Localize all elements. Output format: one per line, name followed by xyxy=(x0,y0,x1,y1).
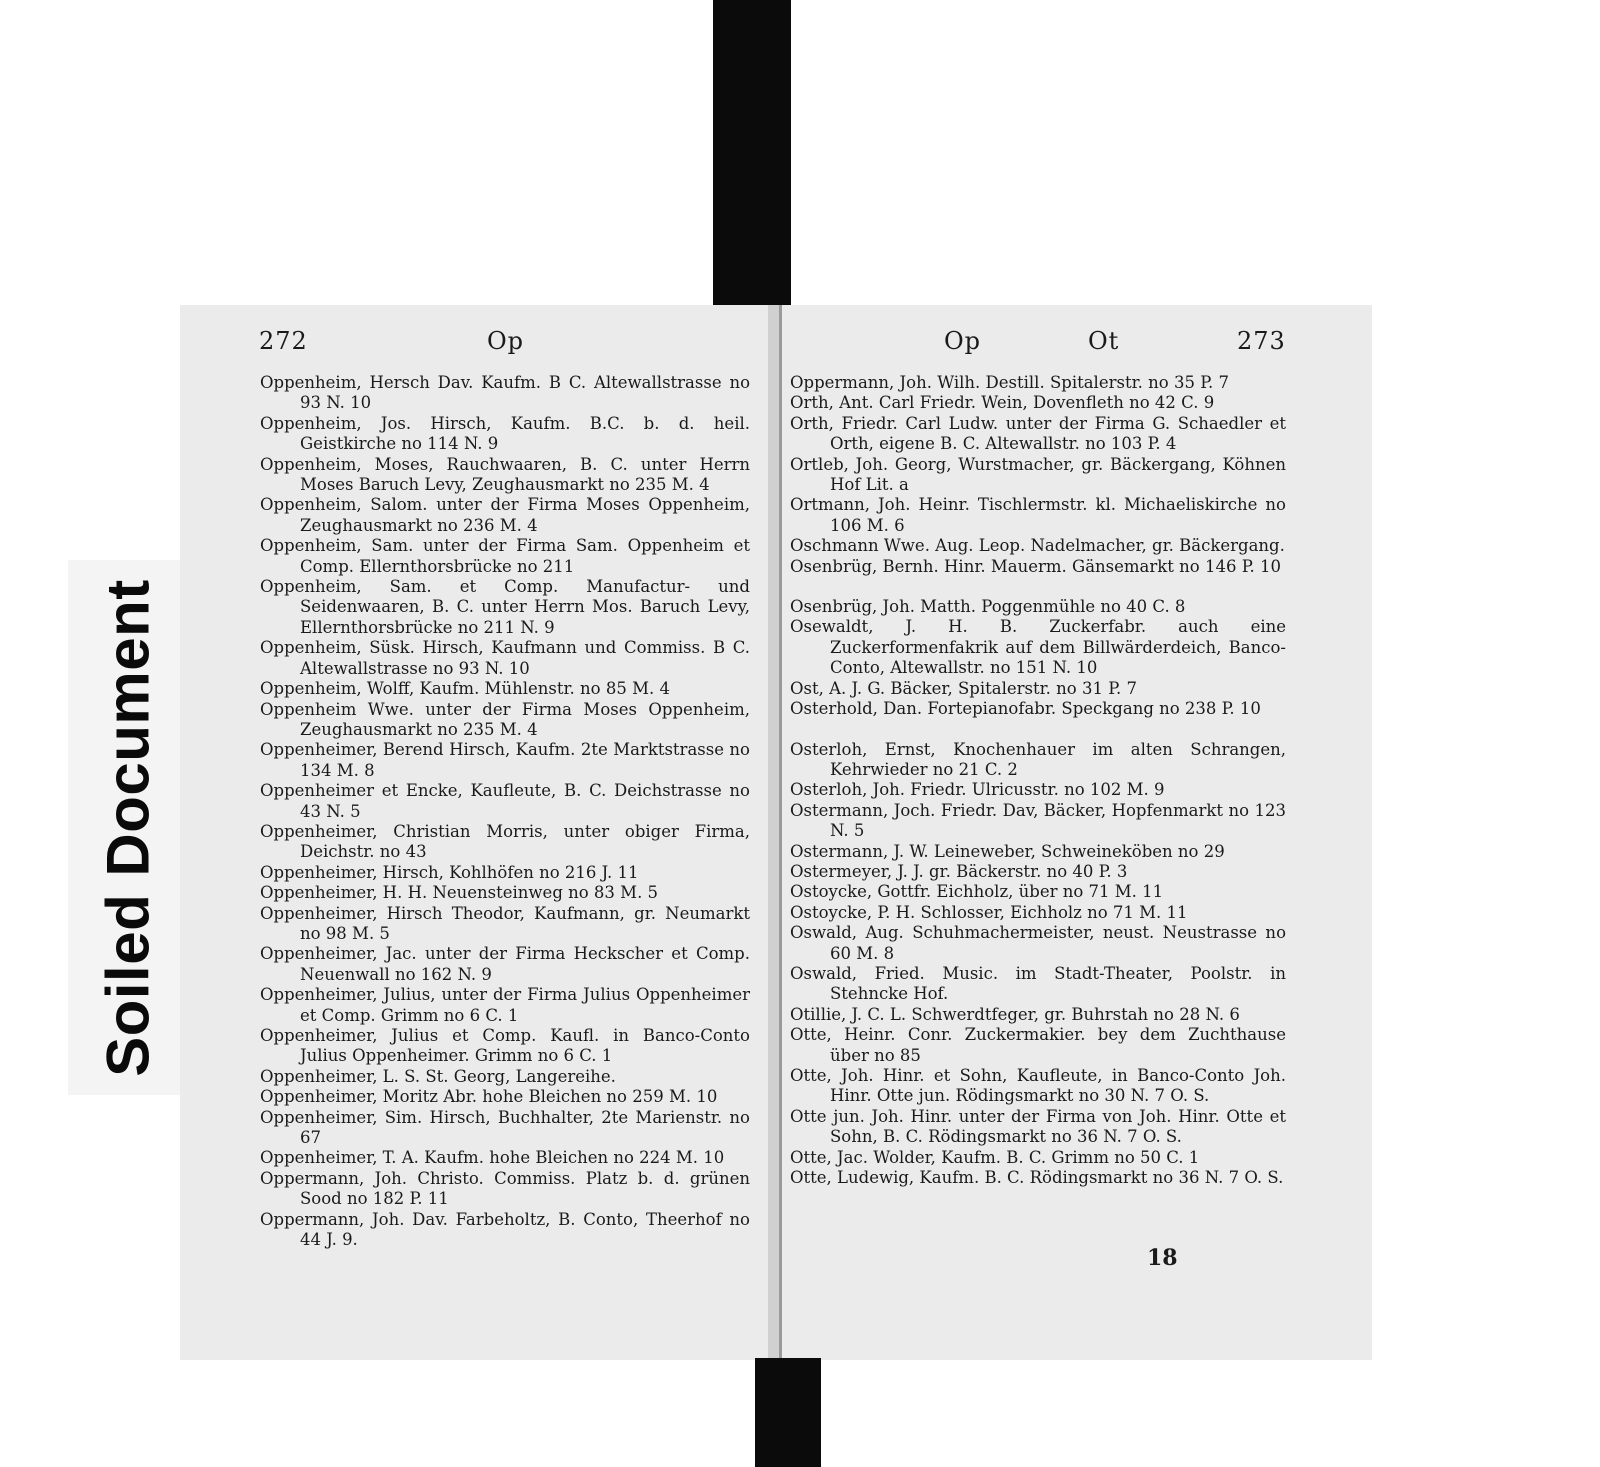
directory-entry: Orth, Friedr. Carl Ludw. unter der Firma G. Schaedler et Orth, eigene B. C. Altewallstr. no 103 P. 4 xyxy=(790,413,1286,454)
directory-entry: Oppenheimer, Jac. unter der Firma Heckscher et Comp. Neuenwall no 162 N. 9 xyxy=(260,944,750,984)
running-head-right-end: Ot xyxy=(1088,327,1120,355)
directory-entry: Oppenheimer, H. H. Neuensteinweg no 83 M. 5 xyxy=(260,883,659,903)
running-head-right-start: Op xyxy=(944,327,982,355)
book-gutter xyxy=(768,305,779,1360)
directory-entry: Otte jun. Joh. Hinr. unter der Firma von Joh. Hinr. Otte et Sohn, B. C. Rödingsmarkt no 36 N. 7 O. S. xyxy=(790,1106,1286,1147)
directory-entry: Oppenheimer, Berend Hirsch, Kaufm. 2te Marktstrasse no 134 M. 8 xyxy=(260,740,750,780)
directory-entry: Oppenheim, Sam. unter der Firma Sam. Oppenheim et Comp. Ellernthorsbrücke no 211 xyxy=(260,536,750,576)
directory-entry: Otte, Jac. Wolder, Kaufm. B. C. Grimm no 50 C. 1 xyxy=(790,1147,1200,1167)
directory-entry: Oppenheim, Jos. Hirsch, Kaufm. B.C. b. d. heil. Geistkirche no 114 N. 9 xyxy=(260,413,750,454)
directory-entry: Oppermann, Joh. Dav. Farbeholtz, B. Conto, Theerhof no 44 J. 9. xyxy=(260,1209,750,1250)
directory-entry: Oschmann Wwe. Aug. Leop. Nadelmacher, gr. Bäckergang. xyxy=(790,536,1285,556)
directory-entry: Oppenheimer, Sim. Hirsch, Buchhalter, 2te Marienstr. no 67 xyxy=(260,1107,750,1148)
directory-entry: Ostermann, Joch. Friedr. Dav, Bäcker, Hopfenmarkt no 123 N. 5 xyxy=(790,800,1286,841)
running-head-left: Op xyxy=(487,327,525,355)
directory-entry: Ostermeyer, J. J. gr. Bäckerstr. no 40 P. 3 xyxy=(790,861,1128,881)
page-number-right: 273 xyxy=(1237,327,1286,355)
stamp-label: Soiled Document xyxy=(94,579,162,1077)
directory-entry: Oppenheim, Salom. unter der Firma Moses Oppenheim, Zeughausmarkt no 236 M. 4 xyxy=(260,495,750,535)
directory-entry: Oppenheimer, Christian Morris, unter obiger Firma, Deichstr. no 43 xyxy=(260,821,750,862)
directory-entry: Oppenheimer, Julius, unter der Firma Julius Oppenheimer et Comp. Grimm no 6 C. 1 xyxy=(260,985,750,1025)
directory-entry: Oppenheimer et Encke, Kaufleute, B. C. Deichstrasse no 43 N. 5 xyxy=(260,781,750,821)
directory-entry: Orth, Ant. Carl Friedr. Wein, Dovenfleth no 42 C. 9 xyxy=(790,393,1215,413)
directory-entry: Oppenheim, Moses, Rauchwaaren, B. C. unter Herrn Moses Baruch Levy, Zeughausmarkt no 235 M. 4 xyxy=(260,454,750,495)
directory-entry: Oppenheimer, L. S. St. Georg, Langereihe. xyxy=(260,1066,616,1086)
page-number-left: 272 xyxy=(259,327,308,355)
directory-entry: Otte, Ludewig, Kaufm. B. C. Rödingsmarkt no 36 N. 7 O. S. xyxy=(790,1168,1284,1188)
binding-strip-bottom xyxy=(755,1358,821,1467)
directory-entry: Oppenheim Wwe. unter der Firma Moses Oppenheim, Zeughausmarkt no 235 M. 4 xyxy=(260,699,750,739)
directory-entry: Ostoycke, P. H. Schlosser, Eichholz no 71 M. 11 xyxy=(790,902,1188,922)
directory-entry: Oppenheimer, Julius et Comp. Kaufl. in Banco-Conto Julius Oppenheimer. Grimm no 6 C. 1 xyxy=(260,1026,750,1066)
directory-entry: Oppenheim, Wolff, Kaufm. Mühlenstr. no 85 M. 4 xyxy=(260,679,670,699)
directory-entry: Ortleb, Joh. Georg, Wurstmacher, gr. Bäckergang, Köhnen Hof Lit. a xyxy=(790,454,1286,495)
directory-entry: Osenbrüg, Bernh. Hinr. Mauerm. Gänsemarkt no 146 P. 10 xyxy=(790,556,1281,576)
directory-entry: Oswald, Aug. Schuhmachermeister, neust. Neustrasse no 60 M. 8 xyxy=(790,923,1286,963)
directory-entry: Osenbrüg, Joh. Matth. Poggenmühle no 40 C. 8 xyxy=(790,597,1186,617)
directory-entry: Osterhold, Dan. Fortepianofabr. Speckgang no 238 P. 10 xyxy=(790,699,1261,719)
directory-entry: Oppenheim, Hersch Dav. Kaufm. B C. Altewallstrasse no 93 N. 10 xyxy=(260,373,750,413)
directory-entry: Oppenheimer, Hirsch, Kohlhöfen no 216 J. 11 xyxy=(260,862,639,882)
directory-entry: Ostoycke, Gottfr. Eichholz, über no 71 M. 11 xyxy=(790,882,1164,902)
directory-entry: Otte, Heinr. Conr. Zuckermakier. bey dem Zuchthause über no 85 xyxy=(790,1025,1286,1065)
directory-entry: Ost, A. J. G. Bäcker, Spitalerstr. no 31 P. 7 xyxy=(790,678,1137,698)
directory-entry: Otillie, J. C. L. Schwerdtfeger, gr. Buhrstah no 28 N. 6 xyxy=(790,1004,1240,1024)
directory-entry: Oppenheimer, T. A. Kaufm. hohe Bleichen no 224 M. 10 xyxy=(260,1148,725,1168)
directory-entry: Oppenheim, Süsk. Hirsch, Kaufmann und Commiss. B C. Altewallstrasse no 93 N. 10 xyxy=(260,638,750,678)
left-page xyxy=(180,305,770,1360)
directory-entry: Osterloh, Ernst, Knochenhauer im alten Schrangen, Kehrwieder no 21 C. 2 xyxy=(790,739,1286,779)
directory-entry: Oppermann, Joh. Wilh. Destill. Spitalerstr. no 35 P. 7 xyxy=(790,373,1229,392)
directory-entry: Oppenheim, Sam. et Comp. Manufactur- und Seidenwaaren, B. C. unter Herrn Mos. Baruch Levy, Ellernthorsbrücke no 211 N. 9 xyxy=(260,577,750,637)
directory-entry: Oppermann, Joh. Christo. Commiss. Platz b. d. grünen Sood no 182 P. 11 xyxy=(260,1168,750,1209)
directory-entry: Otte, Joh. Hinr. et Sohn, Kaufleute, in Banco-Conto Joh. Hinr. Otte jun. Rödingsmarkt no 30 N. 7 O. S. xyxy=(790,1066,1286,1106)
signature-mark: 18 xyxy=(1147,1245,1178,1271)
binding-strip-top xyxy=(713,0,791,305)
directory-entry: Osterloh, Joh. Friedr. Ulricusstr. no 102 M. 9 xyxy=(790,780,1165,800)
directory-entry: Ortmann, Joh. Heinr. Tischlermstr. kl. Michaeliskirche no 106 M. 6 xyxy=(790,495,1286,535)
directory-entry: Oswald, Fried. Music. im Stadt-Theater, Poolstr. in Stehncke Hof. xyxy=(790,963,1286,1004)
right-entry-list xyxy=(790,373,1286,1188)
directory-entry: Oppenheimer, Moritz Abr. hohe Bleichen no 259 M. 10 xyxy=(260,1087,718,1107)
directory-entry: Ostermann, J. W. Leineweber, Schweineköben no 29 xyxy=(790,841,1225,861)
right-page xyxy=(779,305,1372,1360)
left-entry-list xyxy=(260,373,750,1250)
directory-entry: Osewaldt, J. H. B. Zuckerfabr. auch eine Zuckerformenfakrik auf dem Billwärderdeich, Banco-Conto, Altewallstr. no 151 N. 10 xyxy=(790,617,1286,678)
directory-entry: Oppenheimer, Hirsch Theodor, Kaufmann, gr. Neumarkt no 98 M. 5 xyxy=(260,903,750,943)
